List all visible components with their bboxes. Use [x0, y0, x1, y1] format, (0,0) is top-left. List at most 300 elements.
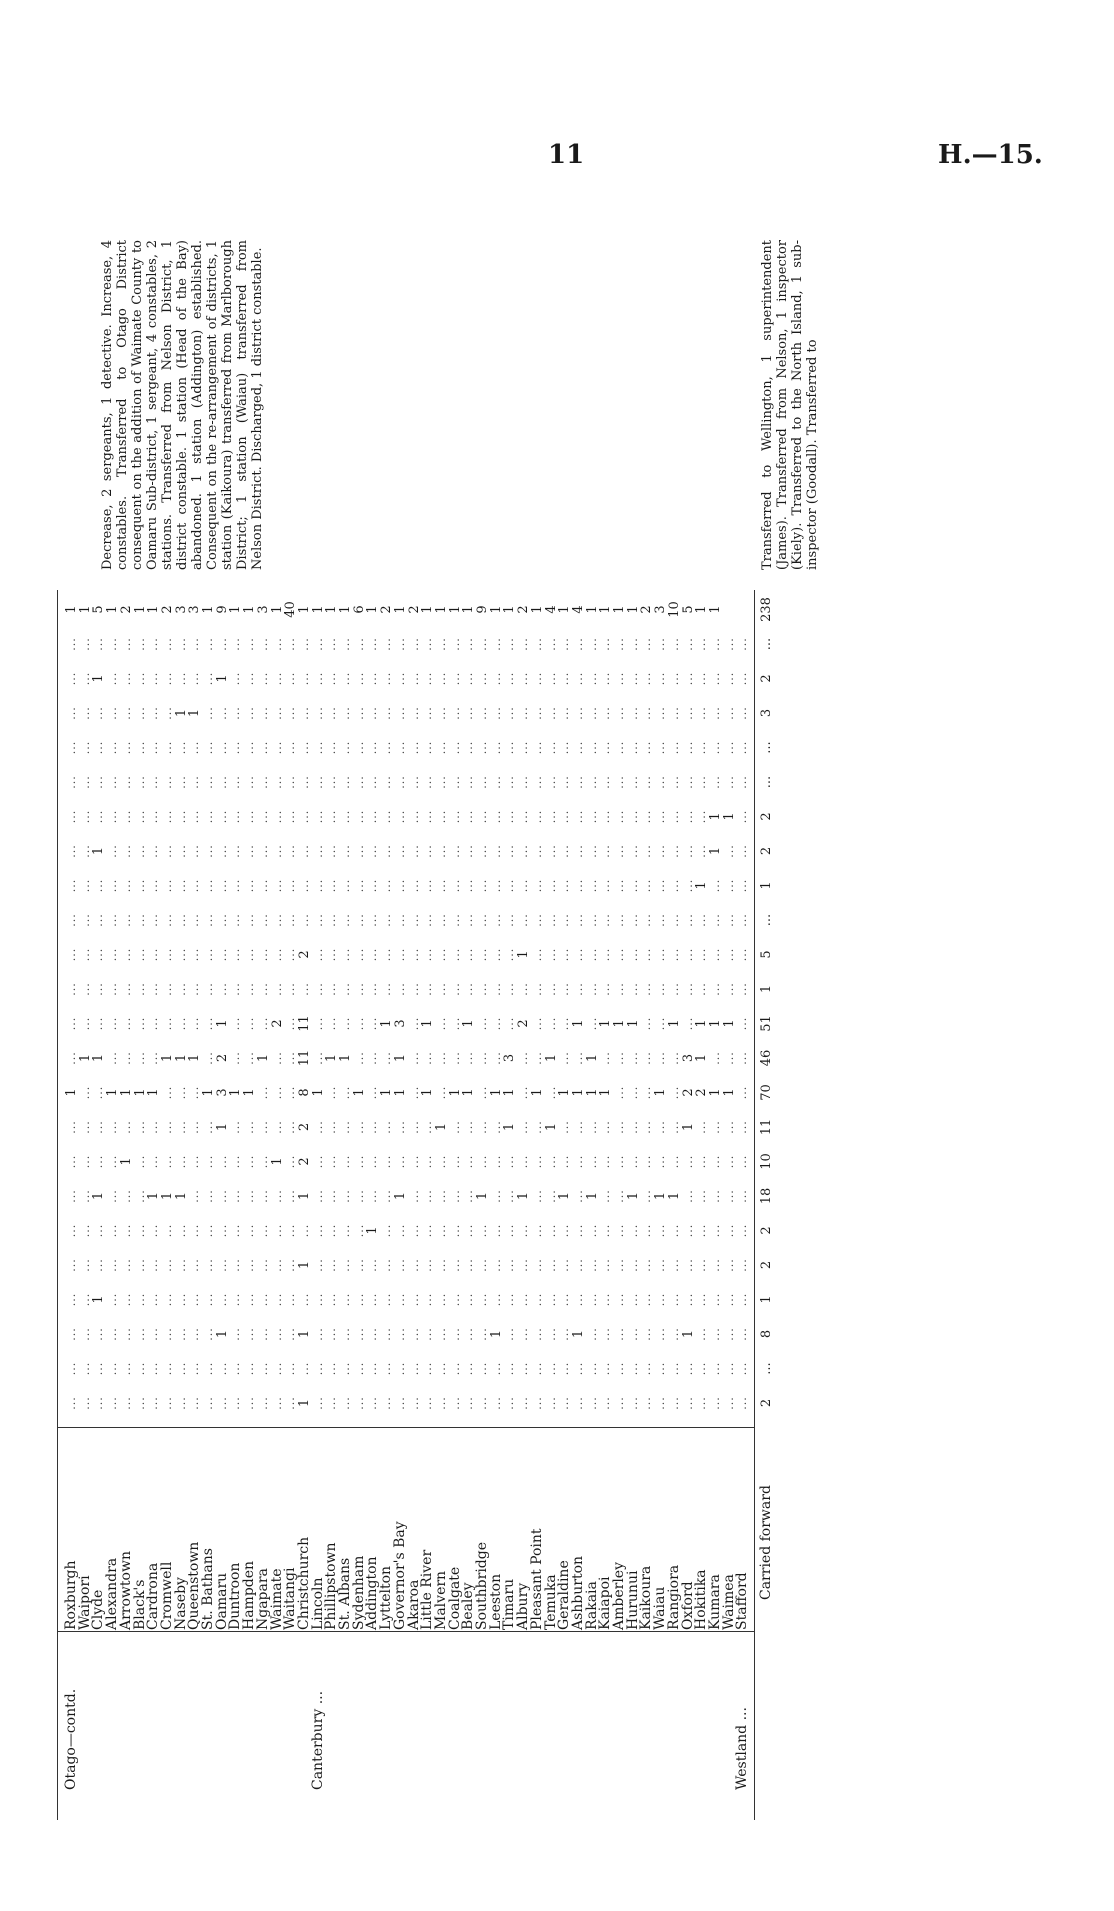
table-cell: ...	[202, 637, 215, 651]
table-cell: ...	[421, 982, 435, 996]
table-cell: ...	[174, 913, 188, 927]
table-cell: ...	[202, 740, 215, 755]
table-cell: ...	[270, 671, 284, 686]
table-cell: ...	[174, 775, 188, 789]
table-cell: 2	[214, 1053, 230, 1063]
table-cell: ...	[558, 1154, 572, 1169]
table-cell: ...	[325, 878, 339, 893]
table-cell: ...	[722, 775, 736, 789]
total-cell: 1	[324, 605, 340, 614]
table-cell: ...	[476, 947, 489, 962]
table-cell: ...	[585, 844, 599, 858]
table-cell: ...	[215, 913, 229, 927]
table-cell: ...	[256, 706, 270, 720]
table-cell: ...	[160, 947, 174, 962]
table-cell: ...	[380, 1051, 394, 1065]
table-cell: ...	[613, 982, 626, 996]
table-cell: ...	[256, 982, 270, 996]
table-cell: ...	[585, 1016, 599, 1031]
table-cell: 1	[255, 1053, 271, 1063]
table-cell: ...	[530, 1154, 544, 1169]
table-cell: ...	[736, 1051, 750, 1065]
table-cell: ...	[147, 1120, 161, 1134]
table-cell: ...	[393, 1223, 407, 1238]
table-cell: ...	[626, 844, 640, 858]
table-cell: ...	[65, 1292, 78, 1307]
table-cell: ...	[325, 1361, 339, 1376]
total-cell: 3	[173, 605, 189, 614]
table-cell: 1	[502, 1088, 518, 1097]
table-cell: ...	[448, 1396, 462, 1410]
table-cell: ...	[667, 740, 681, 755]
table-cell: ...	[640, 1051, 654, 1065]
table-cell: ...	[229, 1327, 243, 1341]
table-cell: ...	[284, 947, 298, 962]
table-cell: ...	[229, 706, 243, 720]
table-cell: 1	[173, 1053, 189, 1063]
table-cell: ...	[202, 1120, 215, 1134]
table-cell: ...	[626, 1292, 640, 1307]
table-cell: ...	[174, 809, 188, 824]
total-cell: 4	[543, 605, 559, 614]
table-cell: ...	[160, 1327, 174, 1341]
station-label: Phillipstown	[323, 1542, 340, 1630]
table-cell: ...	[229, 1292, 243, 1307]
table-cell: ...	[65, 1051, 78, 1065]
table-cell: ...	[722, 1258, 736, 1272]
table-cell: ...	[188, 1085, 202, 1100]
table-cell: ...	[380, 1258, 394, 1272]
table-cell: ...	[284, 809, 298, 824]
table-cell: ...	[407, 1396, 421, 1410]
table-cell: ...	[462, 1189, 476, 1203]
table-cell: ...	[613, 1085, 626, 1100]
table-cell: ...	[613, 1396, 626, 1410]
table-cell: ...	[708, 671, 722, 686]
table-cell: 1	[365, 1226, 381, 1235]
table-cell: ...	[380, 913, 394, 927]
table-cell: ...	[297, 809, 311, 824]
table-cell: ...	[202, 1258, 215, 1272]
table-cell: ...	[476, 1327, 489, 1341]
table-cell: ...	[476, 1085, 489, 1100]
table-cell: ...	[325, 671, 339, 686]
table-cell: ...	[215, 1223, 229, 1238]
table-cell: ...	[708, 775, 722, 789]
station-label: Hampden	[241, 1560, 258, 1630]
table-cell: ...	[284, 740, 298, 755]
table-cell: ...	[160, 913, 174, 927]
station-label: Waimea	[720, 1574, 737, 1630]
table-cell: ...	[667, 1292, 681, 1307]
table-cell: ...	[65, 1327, 78, 1341]
table-cell: 1	[173, 708, 189, 718]
table-cell: 11	[296, 1049, 312, 1067]
table-cell: ...	[530, 706, 544, 720]
station-label: Coalgate	[446, 1566, 463, 1630]
table-cell: ...	[106, 1361, 120, 1376]
table-cell: ...	[366, 1361, 380, 1376]
table-cell: ...	[188, 1292, 202, 1307]
table-cell: ...	[133, 1189, 147, 1203]
table-cell: ...	[339, 1120, 352, 1134]
table-cell: 1	[214, 1329, 230, 1339]
table-cell: ...	[421, 1120, 435, 1134]
table-cell: 1	[653, 1088, 669, 1097]
table-cell: 1	[584, 1053, 600, 1063]
table-cell: 1	[187, 708, 203, 718]
table-cell: ...	[147, 982, 161, 996]
table-cell: ...	[352, 947, 366, 962]
table-cell: 1	[214, 1122, 230, 1132]
total-cell: 1	[105, 605, 121, 614]
table-cell: ...	[106, 1327, 120, 1341]
table-cell: ...	[626, 1361, 640, 1376]
table-cell: ...	[393, 775, 407, 789]
table-cell: ...	[434, 913, 448, 927]
rule-line	[57, 1427, 754, 1428]
table-cell: 1	[721, 1088, 737, 1097]
table-cell: ...	[503, 775, 517, 789]
table-cell: ...	[174, 1120, 188, 1134]
table-cell: ...	[366, 844, 380, 858]
table-cell: 1	[502, 1122, 518, 1132]
table-cell: ...	[106, 1051, 120, 1065]
table-cell: ...	[311, 809, 325, 824]
table-cell: ...	[530, 1292, 544, 1307]
table-cell: ...	[640, 1361, 654, 1376]
table-cell: 1	[557, 1088, 573, 1097]
table-cell: 3	[392, 1019, 408, 1028]
table-cell: 1	[118, 1157, 134, 1166]
table-cell: ...	[352, 878, 366, 893]
table-cell: ...	[311, 706, 325, 720]
table-cell: ...	[202, 1361, 215, 1376]
table-cell: ...	[65, 1016, 78, 1031]
table-cell: ...	[517, 809, 531, 824]
table-cell: 1	[146, 1088, 162, 1097]
table-cell: ...	[243, 844, 257, 858]
table-cell: ...	[133, 740, 147, 755]
table-cell: ...	[366, 947, 380, 962]
table-cell: ...	[133, 844, 147, 858]
table-cell: ...	[202, 1396, 215, 1410]
table-cell: ...	[339, 1327, 352, 1341]
table-cell: ...	[78, 844, 92, 858]
table-cell: ...	[571, 1361, 585, 1376]
table-cell: ...	[256, 775, 270, 789]
table-cell: ...	[174, 1016, 188, 1031]
table-cell: ...	[489, 1292, 503, 1307]
table-cell: 1	[64, 1088, 79, 1097]
table-cell: ...	[613, 844, 626, 858]
table-cell: ...	[380, 740, 394, 755]
table-cell: ...	[544, 1258, 558, 1272]
table-cell: 1	[694, 1019, 710, 1028]
table-cell: ...	[174, 637, 188, 651]
table-cell: ...	[325, 1085, 339, 1100]
table-cell: ...	[448, 947, 462, 962]
table-cell: ...	[311, 775, 325, 789]
table-cell: 1	[570, 1088, 586, 1097]
table-cell: ...	[640, 637, 654, 651]
table-cell: ...	[380, 1120, 394, 1134]
table-cell: ...	[106, 1189, 120, 1203]
table-cell: ...	[256, 1016, 270, 1031]
table-cell: ...	[558, 982, 572, 996]
table-cell: ...	[626, 740, 640, 755]
table-cell: ...	[503, 947, 517, 962]
table-cell: ...	[667, 775, 681, 789]
table-cell: ...	[119, 1189, 133, 1203]
table-cell: ...	[284, 1154, 298, 1169]
table-cell: ...	[202, 1189, 215, 1203]
table-cell: 1	[488, 1329, 504, 1339]
table-cell: ...	[311, 1189, 325, 1203]
table-cell: ...	[681, 775, 695, 789]
table-cell: 1	[105, 1088, 121, 1097]
table-cell: ...	[667, 982, 681, 996]
table-cell: ...	[585, 740, 599, 755]
table-cell: ...	[530, 947, 544, 962]
table-cell: ...	[92, 706, 106, 720]
table-cell: ...	[119, 1361, 133, 1376]
table-cell: ...	[476, 913, 489, 927]
table-cell: ...	[544, 740, 558, 755]
table-cell: ...	[325, 1327, 339, 1341]
table-cell: ...	[65, 913, 78, 927]
table-cell: ...	[544, 637, 558, 651]
table-cell: ...	[681, 1189, 695, 1203]
station-label: Oxford	[679, 1581, 696, 1630]
table-cell: ...	[530, 637, 544, 651]
table-cell: ...	[256, 1292, 270, 1307]
table-cell: ...	[160, 1016, 174, 1031]
table-cell: ...	[256, 671, 270, 686]
table-cell: ...	[599, 947, 613, 962]
table-cell: ...	[462, 740, 476, 755]
table-cell: ...	[119, 1051, 133, 1065]
total-cell: 1	[64, 605, 79, 614]
table-cell: ...	[380, 878, 394, 893]
carried-forward-cell: 238	[759, 597, 774, 622]
table-cell: ...	[407, 982, 421, 996]
remarks-canterbury: Decrease, 2 sergeants, 1 detective. Increase, 4 constables. Transferred to Otago District consequent on the addition of Waimate County to Oamaru Sub-district, 1 sergeant, 4 constables, 2 stations. Transferred from Nelson District, 1 district constable. 1 station (Head of the Bay) abandoned. 1 station (Addington) established. Consequent on the re-arrangement of districts, 1 station (Kaikoura) transferred from Marlborough District; 1 station (Waiau) transferred from Nelson District. Discharged, 1 district constable.	[100, 240, 265, 570]
table-cell: ...	[503, 1016, 517, 1031]
table-cell: ...	[215, 809, 229, 824]
table-cell: ...	[106, 1016, 120, 1031]
table-cell: ...	[599, 671, 613, 686]
table-cell: ...	[160, 775, 174, 789]
table-cell: ...	[736, 706, 750, 720]
table-cell: ...	[421, 1292, 435, 1307]
table-cell: ...	[188, 1258, 202, 1272]
table-cell: ...	[571, 809, 585, 824]
table-cell: ...	[256, 637, 270, 651]
table-cell: ...	[65, 740, 78, 755]
table-cell: ...	[681, 1396, 695, 1410]
table-cell: ...	[585, 947, 599, 962]
table-cell: ...	[530, 1051, 544, 1065]
table-cell: ...	[366, 1189, 380, 1203]
table-cell: ...	[188, 1223, 202, 1238]
table-cell: ...	[462, 913, 476, 927]
table-cell: ...	[393, 740, 407, 755]
table-cell: ...	[462, 637, 476, 651]
table-cell: ...	[133, 878, 147, 893]
table-cell: ...	[421, 844, 435, 858]
table-cell: ...	[352, 740, 366, 755]
table-cell: ...	[215, 844, 229, 858]
table-cell: ...	[654, 1120, 668, 1134]
table-cell: ...	[722, 1327, 736, 1341]
table-cell: ...	[188, 809, 202, 824]
table-cell: ...	[599, 1258, 613, 1272]
table-cell: ...	[462, 947, 476, 962]
table-cell: ...	[366, 1292, 380, 1307]
table-cell: 1	[461, 1019, 477, 1028]
table-cell: ...	[78, 1258, 92, 1272]
carried-forward-cell: 46	[759, 1049, 774, 1067]
table-cell: ...	[599, 844, 613, 858]
table-cell: ...	[243, 1223, 257, 1238]
table-cell: ...	[599, 913, 613, 927]
table-cell: 1	[707, 846, 723, 856]
table-cell: ...	[558, 637, 572, 651]
table-cell: ...	[243, 982, 257, 996]
table-cell: ...	[517, 1154, 531, 1169]
table-cell: ...	[421, 775, 435, 789]
table-cell: ...	[160, 1396, 174, 1410]
table-cell: ...	[174, 1327, 188, 1341]
table-cell: ...	[667, 947, 681, 962]
table-cell: ...	[476, 706, 489, 720]
total-cell: 2	[159, 605, 175, 614]
table-cell: ...	[626, 982, 640, 996]
station-label: Hokitika	[693, 1569, 710, 1630]
carried-forward-cell: 2	[759, 1398, 774, 1408]
table-cell: ...	[284, 1327, 298, 1341]
table-cell: 2	[296, 950, 312, 959]
table-cell: ...	[613, 878, 626, 893]
total-cell: 6	[351, 605, 367, 614]
table-cell: ...	[270, 706, 284, 720]
station-label: Amberley	[611, 1562, 627, 1630]
table-cell: ...	[147, 1154, 161, 1169]
table-cell: ...	[325, 1223, 339, 1238]
table-cell: ...	[544, 1154, 558, 1169]
table-cell: 1	[214, 1019, 230, 1028]
table-cell: ...	[640, 671, 654, 686]
table-cell: ...	[65, 1154, 78, 1169]
table-cell: ...	[215, 775, 229, 789]
total-cell: 1	[392, 605, 408, 614]
table-cell: ...	[243, 706, 257, 720]
carried-forward-cell: 8	[759, 1329, 774, 1339]
table-cell: ...	[352, 1292, 366, 1307]
district-column	[60, 1630, 990, 1820]
table-cell: ...	[270, 844, 284, 858]
table-cell: ...	[421, 1223, 435, 1238]
table-cell: 1	[529, 1088, 545, 1097]
table-cell: ...	[229, 637, 243, 651]
table-cell: 1	[680, 1329, 696, 1339]
table-cell: ...	[270, 1085, 284, 1100]
table-cell: ...	[119, 1120, 133, 1134]
table-cell: ...	[421, 878, 435, 893]
table-cell: ...	[202, 878, 215, 893]
table-cell: ...	[147, 1396, 161, 1410]
table-cell: ...	[722, 637, 736, 651]
table-cell: ...	[503, 637, 517, 651]
table-cell: ...	[78, 775, 92, 789]
table-cell: ...	[284, 844, 298, 858]
table-cell: ...	[736, 1085, 750, 1100]
table-cell: ...	[654, 947, 668, 962]
table-cell: ...	[215, 878, 229, 893]
table-cell: ...	[133, 671, 147, 686]
table-cell: ...	[613, 1292, 626, 1307]
total-cell: 10	[666, 601, 682, 618]
table-cell: ...	[476, 1154, 489, 1169]
table-cell: ...	[681, 740, 695, 755]
table-cell: ...	[393, 982, 407, 996]
table-cell: ...	[517, 775, 531, 789]
table-cell: ...	[325, 913, 339, 927]
table-cell: ...	[667, 1361, 681, 1376]
table-cell: ...	[119, 947, 133, 962]
table-cell: ...	[407, 706, 421, 720]
table-cell: ...	[284, 1223, 298, 1238]
table-cell: ...	[393, 1327, 407, 1341]
table-cell: ...	[65, 637, 78, 651]
table-cell: ...	[434, 1051, 448, 1065]
carried-forward-label: Carried forward	[758, 1485, 774, 1600]
table-cell: ...	[489, 1189, 503, 1203]
table-cell: ...	[571, 637, 585, 651]
table-cell: ...	[65, 706, 78, 720]
table-cell: ...	[585, 1361, 599, 1376]
table-cell: ...	[106, 947, 120, 962]
table-cell: 1	[187, 1053, 203, 1063]
rule-line	[754, 590, 755, 1820]
table-cell: ...	[270, 913, 284, 927]
table-cell: ...	[667, 1396, 681, 1410]
table-cell: 1	[543, 1053, 559, 1063]
table-cell: ...	[654, 637, 668, 651]
table-cell: ...	[297, 982, 311, 996]
table-cell: ...	[489, 740, 503, 755]
table-cell: ...	[503, 1361, 517, 1376]
table-cell: 1	[653, 1191, 669, 1201]
table-cell: ...	[530, 1327, 544, 1341]
table-cell: ...	[503, 878, 517, 893]
table-cell: ...	[640, 1258, 654, 1272]
table-cell: 1	[721, 812, 737, 821]
table-cell: ...	[119, 844, 133, 858]
table-cell: ...	[380, 1223, 394, 1238]
table-cell: ...	[489, 706, 503, 720]
table-cell: ...	[119, 809, 133, 824]
table-cell: ...	[339, 706, 352, 720]
table-cell: ...	[530, 982, 544, 996]
table-cell: ...	[352, 913, 366, 927]
table-cell: ...	[517, 637, 531, 651]
table-cell: ...	[65, 1189, 78, 1203]
table-cell: ...	[339, 878, 352, 893]
station-label: Kumara	[706, 1574, 723, 1630]
table-cell: ...	[106, 637, 120, 651]
